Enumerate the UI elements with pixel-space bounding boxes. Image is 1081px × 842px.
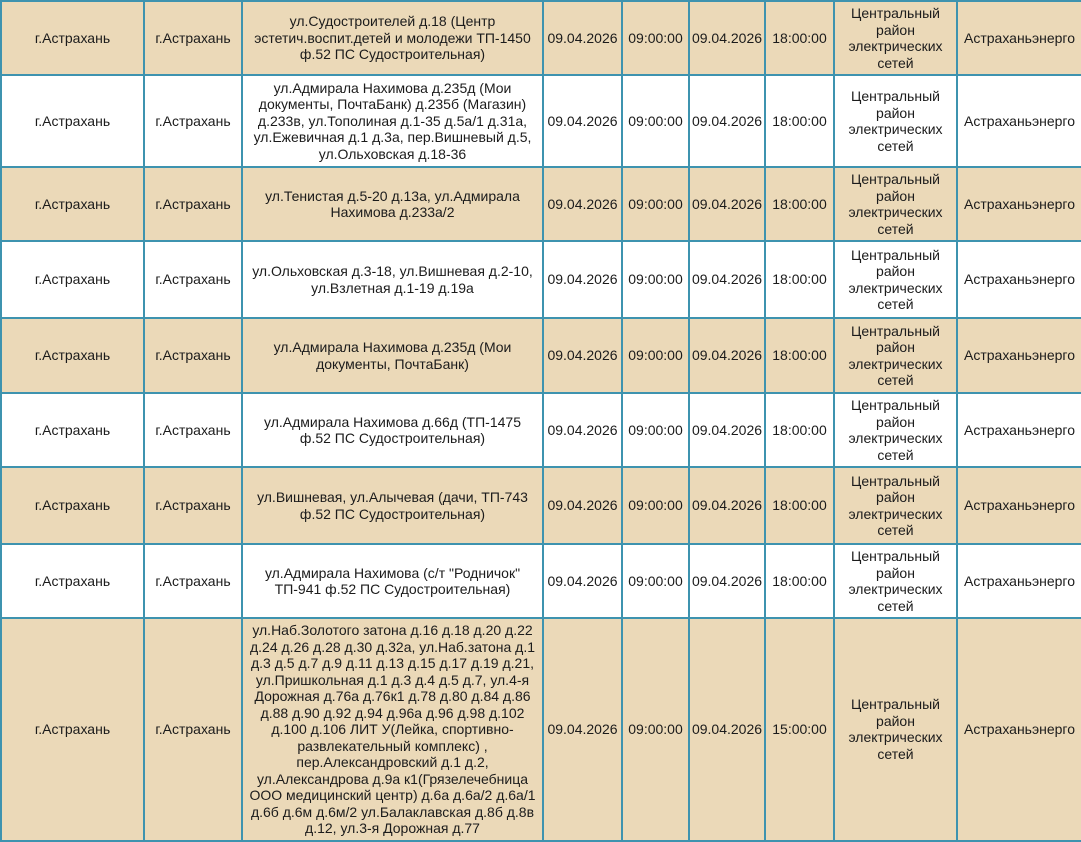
cell-locality: г.Астрахань — [144, 318, 242, 393]
table-row — [1, 1, 1081, 75]
cell-disconnect-date: 09.04.2026 — [543, 618, 622, 841]
cell-power-company: Астраханьэнерго — [957, 241, 1081, 318]
cell-reconnect-time: 18:00:00 — [765, 393, 834, 467]
cell-disconnect-time: 09:00:00 — [622, 1, 689, 75]
cell-network-district: Центральный район электрических сетей — [834, 75, 957, 167]
cell-disconnect-time: 09:00:00 — [622, 75, 689, 167]
cell-power-company: Астраханьэнерго — [957, 618, 1081, 841]
cell-disconnect-time: 09:00:00 — [622, 618, 689, 841]
cell-network-district: Центральный район электрических сетей — [834, 467, 957, 544]
cell-reconnect-time: 18:00:00 — [765, 467, 834, 544]
cell-disconnect-date: 09.04.2026 — [543, 467, 622, 544]
cell-city: г.Астрахань — [1, 544, 144, 618]
cell-locality: г.Астрахань — [144, 393, 242, 467]
cell-reconnect-time: 18:00:00 — [765, 75, 834, 167]
cell-power-company: Астраханьэнерго — [957, 167, 1081, 241]
cell-addresses: ул.Адмирала Нахимова д.235д (Мои документы, ПочтаБанк) д.235б (Магазин) д.233в, ул.Тополиная д.1-35 д.5а/1 д.31а, ул.Ежевичная д.1 д.3а, пер.Вишневый д.5, ул.Ольховская д.18-36 — [242, 75, 543, 167]
cell-reconnect-date: 09.04.2026 — [689, 618, 765, 841]
cell-city: г.Астрахань — [1, 75, 144, 167]
cell-reconnect-time: 18:00:00 — [765, 544, 834, 618]
cell-disconnect-time: 09:00:00 — [622, 393, 689, 467]
cell-disconnect-time: 09:00:00 — [622, 467, 689, 544]
cell-addresses: ул.Наб.Золотого затона д.16 д.18 д.20 д.22 д.24 д.26 д.28 д.30 д.32а, ул.Наб.затона д.1 д.3 д.5 д.7 д.9 д.11 д.13 д.15 д.17 д.19 д.21, ул.Пришкольная д.1 д.3 д.4 д.5 д.7, ул.4-я Дорожная д.76а д.76к1 д.78 д.80 д.84 д.86 д.88 д.90 д.92 д.94 д.96а д.96 д.98 д.102 д.100 д.106 ЛИТ У(Лейка, спортивно-развлекательный комплекс) , пер.Александровский д.1 д.2, ул.Александрова д.9а к1(Грязелечебница ООО медицинский центр) д.6а д.6а/2 д.6а/1 д.6б д.6м д.6м/2 ул.Балаклавская д.8б д.8в д.12, ул.3-я Дорожная д.77 — [242, 618, 543, 841]
cell-power-company: Астраханьэнерго — [957, 393, 1081, 467]
cell-city: г.Астрахань — [1, 393, 144, 467]
cell-reconnect-time: 18:00:00 — [765, 241, 834, 318]
cell-city: г.Астрахань — [1, 318, 144, 393]
cell-reconnect-time: 18:00:00 — [765, 1, 834, 75]
cell-power-company: Астраханьэнерго — [957, 1, 1081, 75]
cell-reconnect-time: 18:00:00 — [765, 318, 834, 393]
cell-addresses: ул.Тенистая д.5-20 д.13а, ул.Адмирала Нахимова д.233а/2 — [242, 167, 543, 241]
cell-addresses: ул.Ольховская д.3-18, ул.Вишневая д.2-10, ул.Взлетная д.1-19 д.19а — [242, 241, 543, 318]
cell-locality: г.Астрахань — [144, 544, 242, 618]
cell-disconnect-date: 09.04.2026 — [543, 544, 622, 618]
cell-locality: г.Астрахань — [144, 1, 242, 75]
cell-reconnect-date: 09.04.2026 — [689, 393, 765, 467]
cell-disconnect-date: 09.04.2026 — [543, 393, 622, 467]
cell-addresses: ул.Адмирала Нахимова д.66д (ТП-1475 ф.52 ПС Судостроительная) — [242, 393, 543, 467]
cell-reconnect-date: 09.04.2026 — [689, 241, 765, 318]
cell-power-company: Астраханьэнерго — [957, 467, 1081, 544]
cell-locality: г.Астрахань — [144, 167, 242, 241]
table-row — [1, 75, 1081, 167]
cell-city: г.Астрахань — [1, 618, 144, 841]
cell-reconnect-time: 18:00:00 — [765, 167, 834, 241]
cell-power-company: Астраханьэнерго — [957, 318, 1081, 393]
cell-city: г.Астрахань — [1, 167, 144, 241]
cell-network-district: Центральный район электрических сетей — [834, 1, 957, 75]
table-row — [1, 467, 1081, 544]
cell-addresses: ул.Вишневая, ул.Алычевая (дачи, ТП-743 ф.52 ПС Судостроительная) — [242, 467, 543, 544]
cell-network-district: Центральный район электрических сетей — [834, 544, 957, 618]
cell-disconnect-date: 09.04.2026 — [543, 75, 622, 167]
cell-disconnect-time: 09:00:00 — [622, 544, 689, 618]
cell-locality: г.Астрахань — [144, 75, 242, 167]
table-row — [1, 167, 1081, 241]
cell-reconnect-date: 09.04.2026 — [689, 318, 765, 393]
cell-power-company: Астраханьэнерго — [957, 75, 1081, 167]
cell-addresses: ул.Судостроителей д.18 (Центр эстетич.воспит.детей и молодежи ТП-1450 ф.52 ПС Судостроительная) — [242, 1, 543, 75]
table-row — [1, 618, 1081, 841]
cell-city: г.Астрахань — [1, 241, 144, 318]
cell-disconnect-time: 09:00:00 — [622, 241, 689, 318]
table-body — [1, 1, 1081, 841]
cell-network-district: Центральный район электрических сетей — [834, 393, 957, 467]
cell-disconnect-date: 09.04.2026 — [543, 241, 622, 318]
cell-locality: г.Астрахань — [144, 618, 242, 841]
cell-reconnect-date: 09.04.2026 — [689, 544, 765, 618]
table-row — [1, 544, 1081, 618]
cell-addresses: ул.Адмирала Нахимова д.235д (Мои документы, ПочтаБанк) — [242, 318, 543, 393]
cell-disconnect-time: 09:00:00 — [622, 318, 689, 393]
table-row — [1, 393, 1081, 467]
cell-power-company: Астраханьэнерго — [957, 544, 1081, 618]
cell-reconnect-date: 09.04.2026 — [689, 167, 765, 241]
cell-locality: г.Астрахань — [144, 467, 242, 544]
table-row — [1, 241, 1081, 318]
cell-network-district: Центральный район электрических сетей — [834, 241, 957, 318]
cell-city: г.Астрахань — [1, 1, 144, 75]
cell-locality: г.Астрахань — [144, 241, 242, 318]
cell-network-district: Центральный район электрических сетей — [834, 618, 957, 841]
cell-disconnect-date: 09.04.2026 — [543, 1, 622, 75]
cell-addresses: ул.Адмирала Нахимова (с/т "Родничок" ТП-941 ф.52 ПС Судостроительная) — [242, 544, 543, 618]
cell-disconnect-time: 09:00:00 — [622, 167, 689, 241]
cell-disconnect-date: 09.04.2026 — [543, 167, 622, 241]
cell-reconnect-time: 15:00:00 — [765, 618, 834, 841]
cell-network-district: Центральный район электрических сетей — [834, 167, 957, 241]
cell-reconnect-date: 09.04.2026 — [689, 467, 765, 544]
cell-disconnect-date: 09.04.2026 — [543, 318, 622, 393]
cell-reconnect-date: 09.04.2026 — [689, 1, 765, 75]
table-row — [1, 318, 1081, 393]
cell-network-district: Центральный район электрических сетей — [834, 318, 957, 393]
cell-reconnect-date: 09.04.2026 — [689, 75, 765, 167]
cell-city: г.Астрахань — [1, 467, 144, 544]
